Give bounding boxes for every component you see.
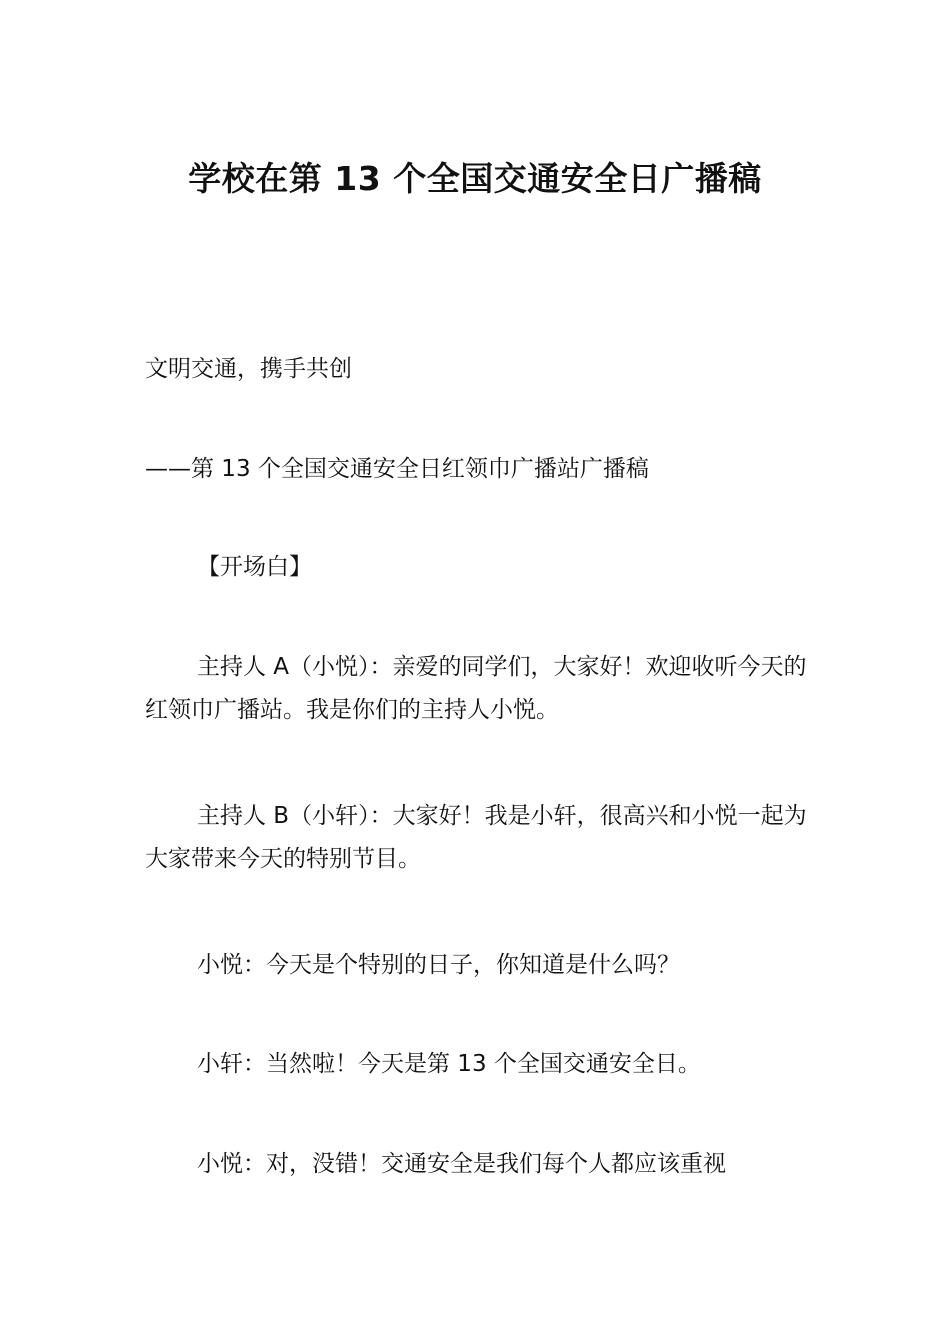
dialogue-paragraph: 主持人 B（小轩）：大家好！我是小轩，很高兴和小悦一起为大家带来今天的特别节目。	[145, 803, 807, 872]
document-subtitle: 文明交通，携手共创	[145, 356, 352, 382]
section-heading: 【开场白】	[197, 554, 312, 580]
dialogue-paragraph: 小悦：今天是个特别的日子，你知道是什么吗？	[197, 952, 680, 978]
document-title: 学校在第 13 个全国交通安全日广播稿	[188, 159, 762, 198]
document-byline: ——第 13 个全国交通安全日红领巾广播站广播稿	[145, 456, 649, 482]
dialogue-paragraph: 主持人 A（小悦）：亲爱的同学们，大家好！欢迎收听今天的红领巾广播站。我是你们的主持人小悦。	[145, 654, 807, 723]
dialogue-paragraph: 小悦：对，没错！交通安全是我们每个人都应该重视	[197, 1151, 726, 1177]
dialogue-paragraph: 小轩：当然啦！今天是第 13 个全国交通安全日。	[197, 1051, 701, 1077]
